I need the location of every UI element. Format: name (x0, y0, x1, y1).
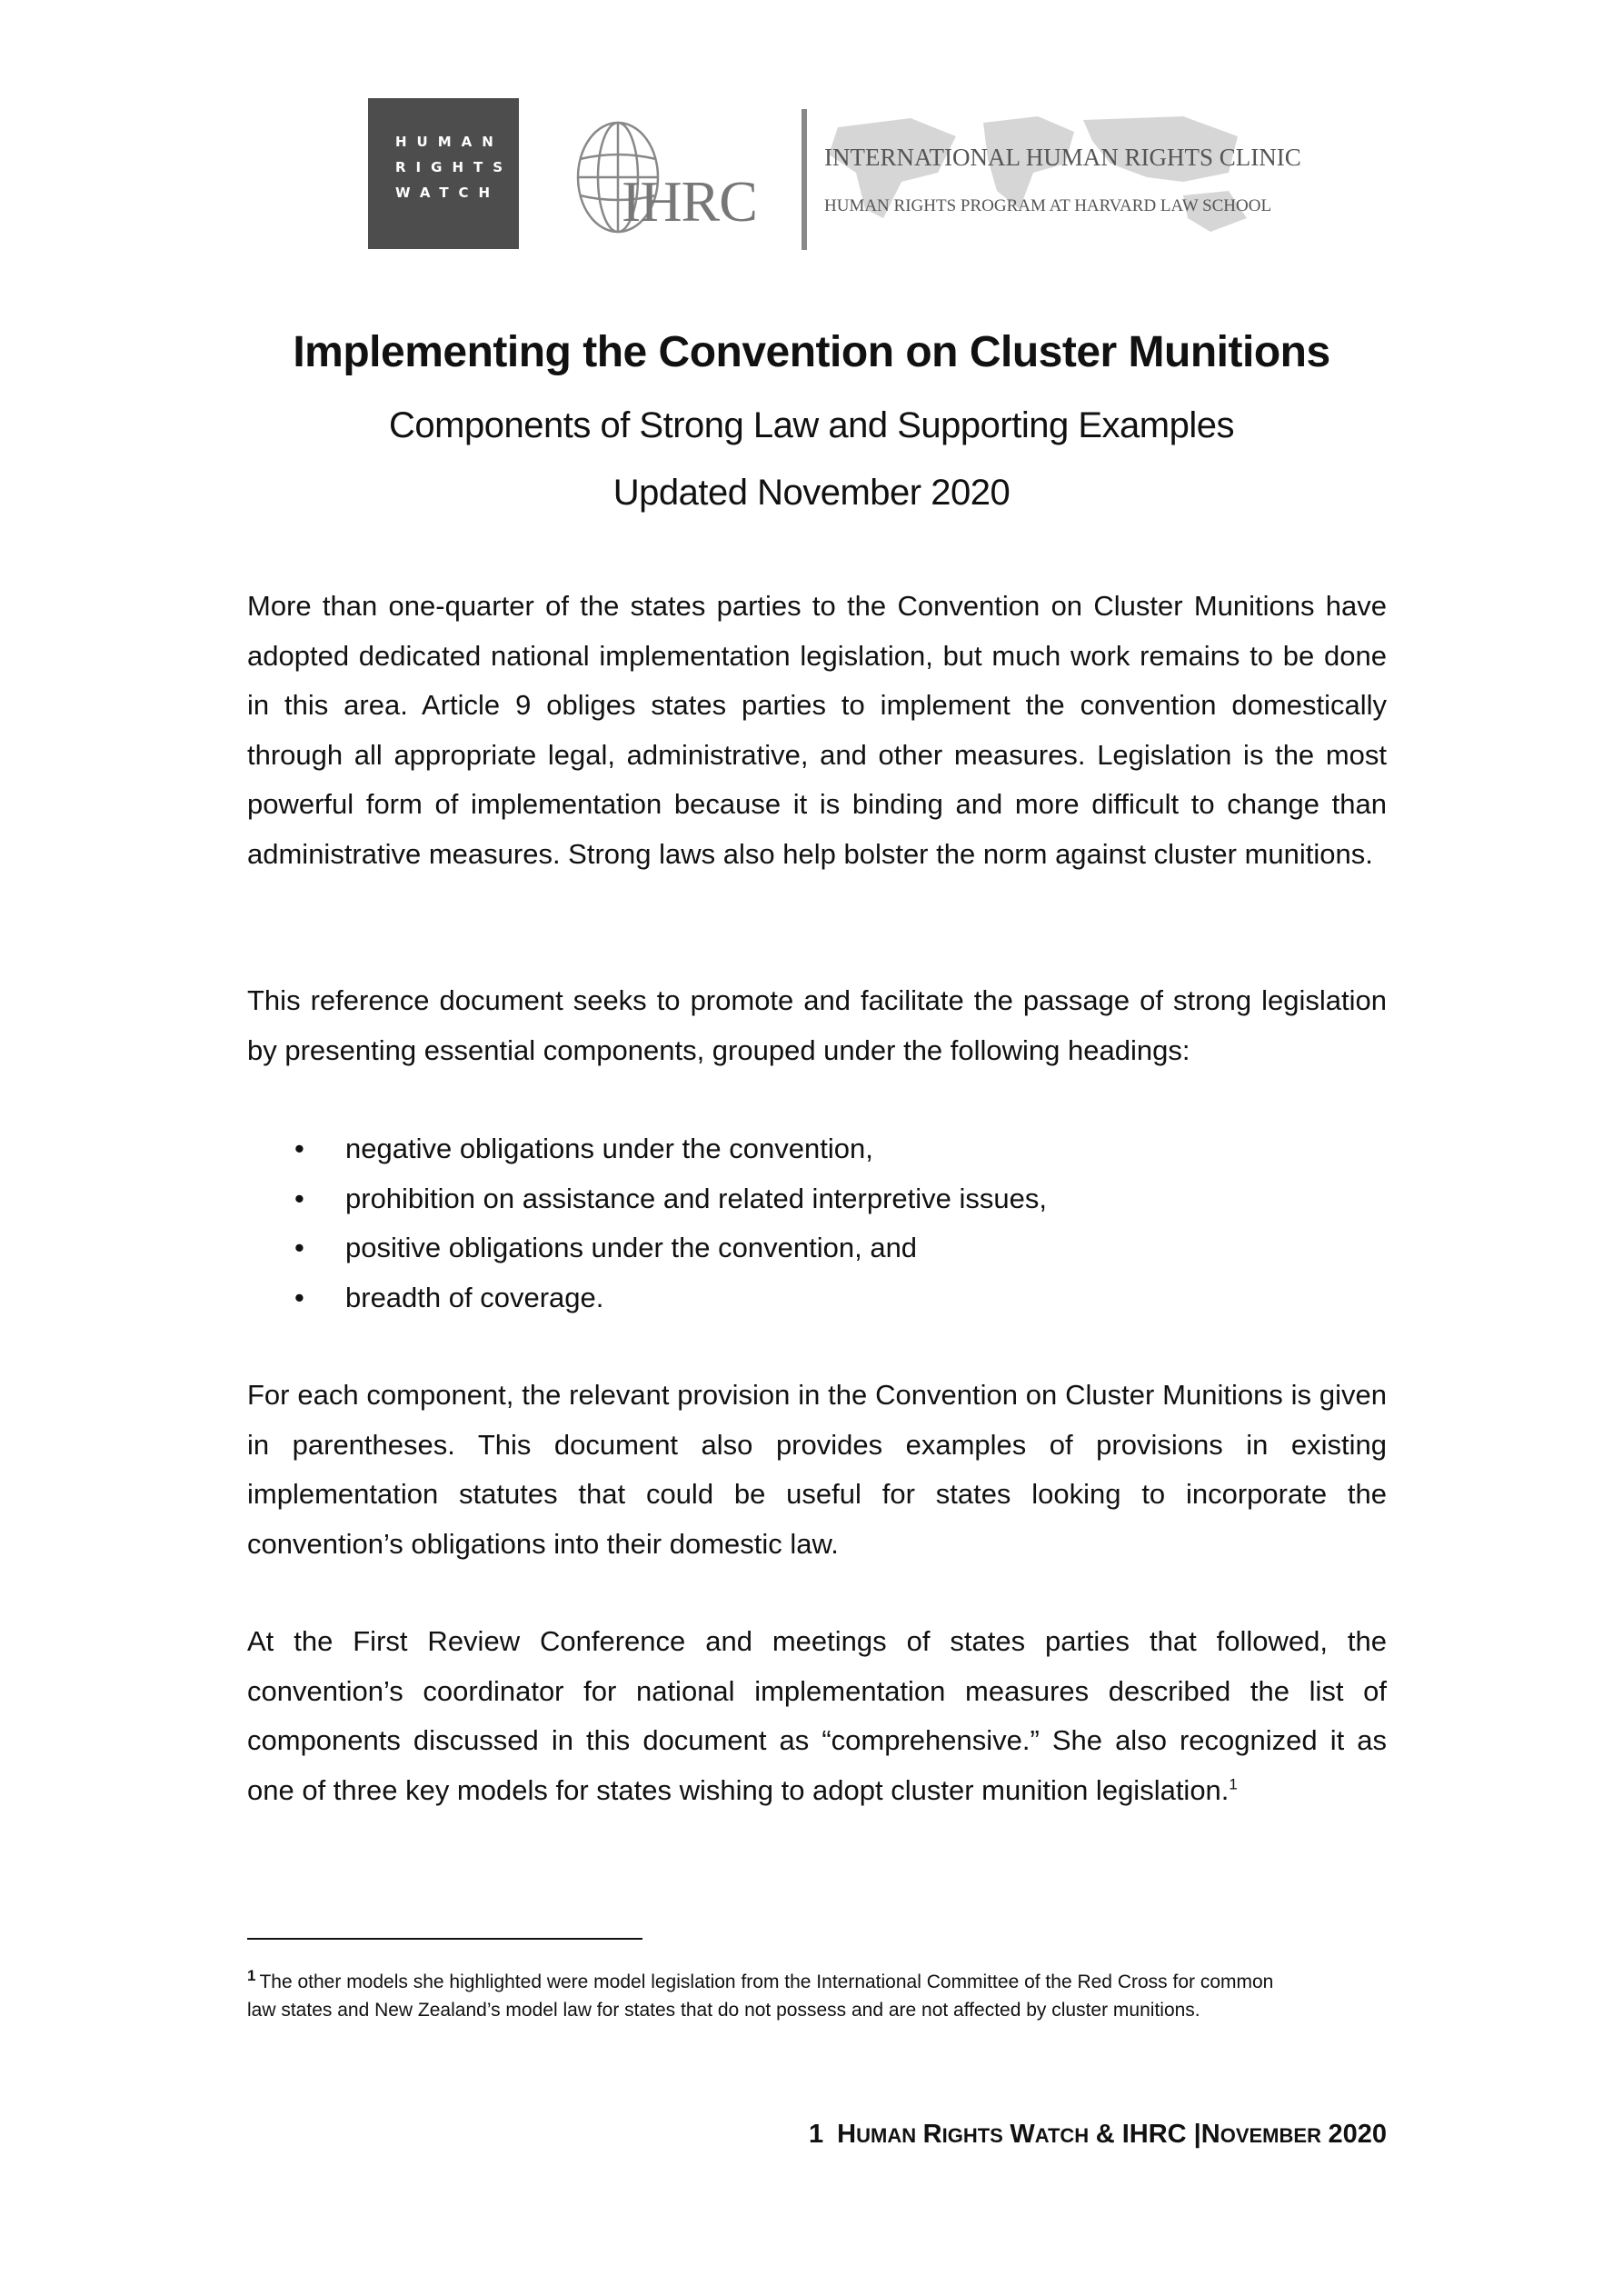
clinic-name: INTERNATIONAL HUMAN RIGHTS CLINIC (824, 144, 1301, 171)
paragraph-purpose: This reference document seeks to promote and facilitate the passage of strong legislation by presenting essential components, grouped under the following headings: (247, 984, 1387, 1066)
ihrc-logo (574, 109, 1301, 250)
footer-org: ATCH (1034, 2124, 1090, 2147)
page-number: 1 (809, 2120, 824, 2149)
footnote (247, 1969, 1292, 2024)
list-item: • negative obligations under the convention, (247, 1124, 1387, 1174)
list-item: • positive obligations under the convention, and (247, 1223, 1387, 1273)
paragraph-review-conference (247, 1617, 1387, 1815)
heading-list (247, 1124, 1387, 1323)
page-title: Implementing the Convention on Cluster Munitions (293, 328, 1330, 376)
footer-org: H (837, 2120, 857, 2149)
footer-org: IGHTS (941, 2124, 1003, 2147)
footer-date: N (1200, 2120, 1220, 2149)
list-item: • prohibition on assistance and related interpretive issues, (247, 1174, 1387, 1224)
footer-org: R (922, 2120, 942, 2149)
hrw-logo-line: WATCH (395, 185, 501, 201)
footnote-number: 1 (247, 1967, 256, 1984)
footnote-text: The other models she highlighted were model legislation from the International Committee of the Red Cross for common law states and New Zealand’s model law for states that do not possess and are not affected by cluster munitions. (247, 1972, 1274, 2021)
footer-org: & IHRC | (1095, 2120, 1201, 2149)
footnote-divider (247, 1938, 642, 1940)
list-item: • breadth of coverage. (247, 1273, 1387, 1323)
page-subtitle: Components of Strong Law and Supporting Examples (389, 405, 1234, 445)
footer-date: OVEMBER (1220, 2124, 1321, 2147)
clinic-program: HUMAN RIGHTS PROGRAM AT HARVARD LAW SCHOOL (824, 196, 1272, 215)
footer-org: UMAN (856, 2124, 917, 2147)
paragraph-intro: More than one-quarter of the states parties to the Convention on Cluster Munitions have adopted dedicated national implementation legislation, but much work remains to be done in this area. Article 9 obliges states parties to implement the convention domestically through all appropriate legal, administrative, and other measures. Legislation is the most powerful form of implementation because it is binding and more difficult to change than administrative measures. Strong laws also help bolster the norm against cluster munitions. (247, 590, 1387, 870)
footnote-reference[interactable]: 1 (1229, 1775, 1238, 1793)
footer-org: W (1010, 2120, 1035, 2149)
hrw-logo (368, 98, 519, 249)
updated-date: Updated November 2020 (612, 473, 1011, 513)
hrw-logo-line: RIGHTS (395, 159, 513, 175)
hrw-logo-line: HUMAN (395, 134, 503, 150)
paragraph-text: At the First Review Conference and meetings of states parties that followed, the convention’s coordinator for national implementation measures described the list of components discussed in this document as “comprehensive.” She also recognized it as one of three key models for states wishing to adopt cluster munition legislation. (247, 1625, 1387, 1806)
paragraph-provisions: For each component, the relevant provision in the Convention on Cluster Munitions is given in parentheses. This document also provides examples of provisions in existing implementation statutes that could be useful for states looking to incorporate the convention’s obligations into their domestic law. (247, 1379, 1387, 1560)
page-footer (809, 2120, 1387, 2150)
world-map-icon (802, 109, 1274, 250)
footer-date: 2020 (1328, 2120, 1387, 2149)
ihrc-wordmark: IHRC (622, 169, 757, 234)
